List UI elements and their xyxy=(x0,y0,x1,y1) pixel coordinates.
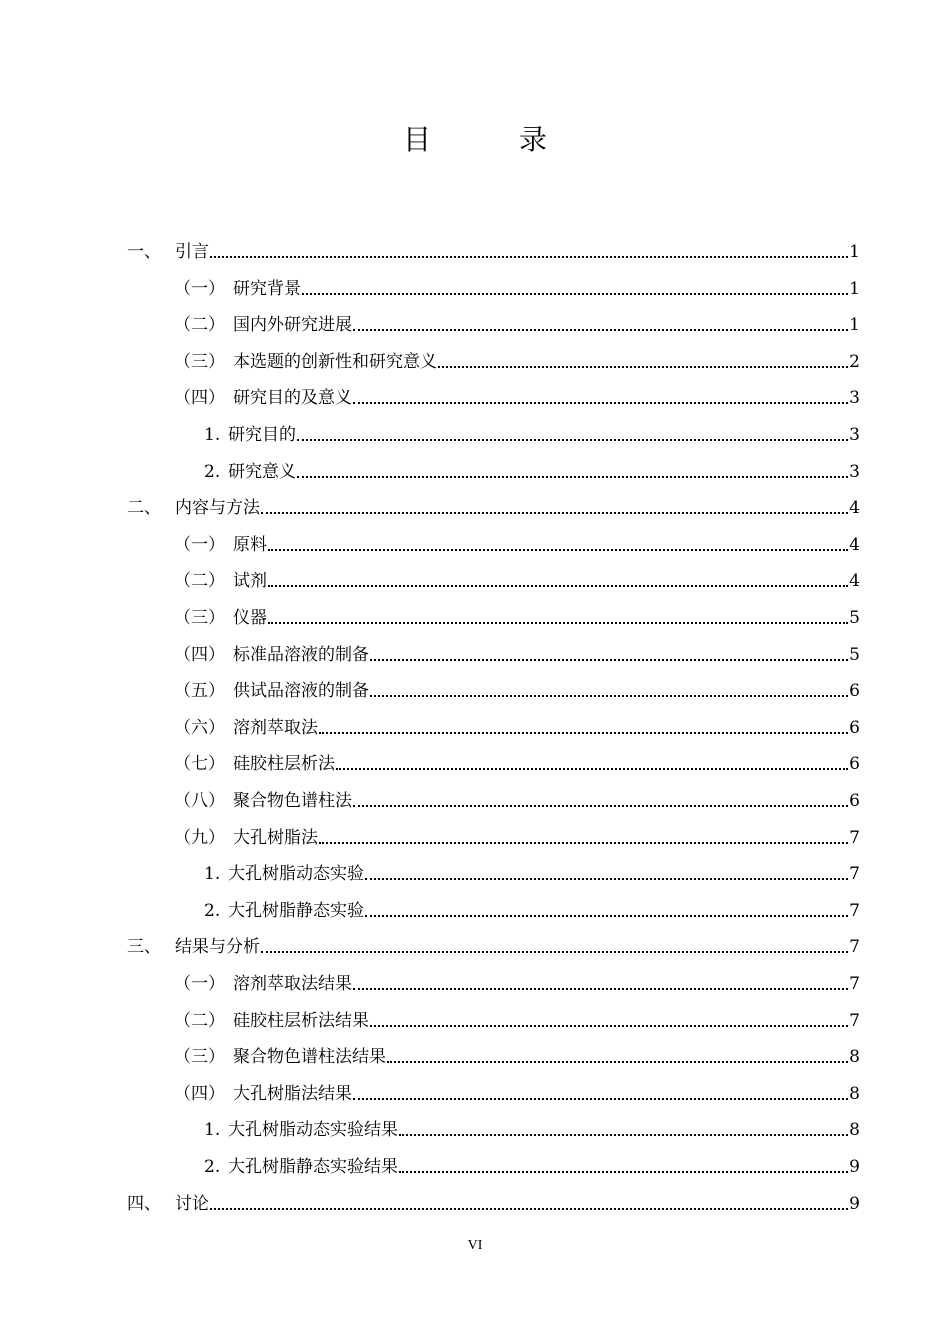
toc-entry-page: 4 xyxy=(849,534,860,555)
toc-entry-number: （三） xyxy=(174,1047,225,1068)
dot-leader xyxy=(370,659,848,661)
toc-entry-page: 3 xyxy=(849,425,860,445)
toc-entry[interactable] xyxy=(0,1080,950,1104)
page-footer-number: VI xyxy=(467,1238,483,1253)
dot-leader xyxy=(353,805,848,807)
toc-entry-number: 1. xyxy=(204,425,221,445)
toc-entry-page: 6 xyxy=(849,717,860,738)
toc-entry[interactable] xyxy=(0,1153,950,1177)
toc-entry-page: 3 xyxy=(849,461,860,482)
toc-entry[interactable] xyxy=(0,421,950,445)
toc-entry-number: 三、 xyxy=(127,937,161,958)
toc-entry-number: （四） xyxy=(174,388,225,409)
toc-entry-number: （三） xyxy=(174,608,225,628)
toc-entry-page: 1 xyxy=(849,242,860,262)
toc-entry-page: 7 xyxy=(849,827,860,848)
toc-entry-page: 9 xyxy=(849,1193,860,1214)
toc-entry[interactable] xyxy=(0,1116,950,1140)
toc-entry[interactable] xyxy=(0,933,950,957)
toc-entry-number: （二） xyxy=(174,1010,225,1031)
toc-entry-label: 聚合物色谱柱法结果 xyxy=(233,1047,386,1068)
dot-leader xyxy=(319,732,848,734)
toc-entry-label: 本选题的创新性和研究意义 xyxy=(233,351,437,372)
toc-entry-label: 大孔树脂法结果 xyxy=(233,1083,352,1104)
toc-entry-label: 供试品溶液的制备 xyxy=(233,681,369,702)
toc-entry-page: 7 xyxy=(849,974,860,994)
dot-leader xyxy=(336,768,848,770)
toc-entry[interactable] xyxy=(0,1190,950,1214)
toc-entry-number: （四） xyxy=(174,1083,225,1104)
toc-entry[interactable] xyxy=(0,494,950,518)
toc-entry-label: 内容与方法 xyxy=(175,498,260,519)
dot-leader xyxy=(302,293,848,295)
dot-leader xyxy=(365,915,848,917)
toc-entry-label: 溶剂萃取法 xyxy=(233,717,318,738)
toc-entry-label: 大孔树脂动态实验 xyxy=(228,864,364,885)
toc-entry-label: 研究目的 xyxy=(228,425,296,445)
dot-leader xyxy=(268,549,848,551)
dot-leader xyxy=(353,329,848,331)
dot-leader xyxy=(319,842,848,844)
toc-entry-page: 5 xyxy=(849,644,860,665)
toc-entry-number: （一） xyxy=(174,278,225,299)
toc-entry[interactable] xyxy=(0,384,950,408)
toc-entry-page: 1 xyxy=(849,315,860,336)
toc-entry-page: 4 xyxy=(849,498,860,519)
toc-entry-page: 4 xyxy=(849,571,860,592)
dot-leader xyxy=(210,1208,848,1210)
toc-entry-number: 2. xyxy=(204,900,221,921)
dot-leader xyxy=(387,1061,848,1063)
dot-leader xyxy=(297,439,848,441)
toc-entry-label: 国内外研究进展 xyxy=(233,315,352,336)
toc-entry-number: （五） xyxy=(174,681,225,702)
toc-entry[interactable] xyxy=(0,1007,950,1031)
toc-entry[interactable] xyxy=(0,604,950,628)
toc-entry-page: 7 xyxy=(849,1010,860,1031)
dot-leader xyxy=(353,988,848,990)
page-title: 目 录 xyxy=(402,123,577,156)
toc-entry[interactable] xyxy=(0,238,950,262)
toc-entry-label: 大孔树脂法 xyxy=(233,827,318,848)
toc-entry-number: （一） xyxy=(174,974,225,994)
toc-entry-number: （一） xyxy=(174,534,225,555)
toc-entry-number: 2. xyxy=(204,1157,221,1177)
toc-entry-page: 6 xyxy=(849,791,860,811)
toc-entry-page: 8 xyxy=(849,1047,860,1068)
toc-entry-label: 原料 xyxy=(233,534,267,555)
toc-entry-number: （二） xyxy=(174,315,225,336)
toc-entry-number: 四、 xyxy=(127,1193,161,1214)
toc-entry[interactable] xyxy=(0,348,950,372)
toc-entry[interactable] xyxy=(0,787,950,811)
dot-leader xyxy=(353,402,848,404)
toc-entry-page: 6 xyxy=(849,681,860,702)
dot-leader xyxy=(261,951,848,953)
toc-entry-label: 硅胶柱层析法结果 xyxy=(233,1010,369,1031)
toc-entry-label: 引言 xyxy=(175,242,209,262)
toc-entry-number: （三） xyxy=(174,351,225,372)
toc-entry-label: 讨论 xyxy=(175,1193,209,1214)
toc-entry[interactable] xyxy=(0,750,950,774)
toc-entry-label: 大孔树脂静态实验 xyxy=(228,900,364,921)
dot-leader xyxy=(399,1171,848,1173)
toc-entry-number: （九） xyxy=(174,827,225,848)
toc-entry-page: 7 xyxy=(849,900,860,921)
dot-leader xyxy=(438,366,848,368)
toc-entry-number: 1. xyxy=(204,1120,221,1141)
toc-entry-page: 6 xyxy=(849,754,860,775)
toc-entry-label: 大孔树脂静态实验结果 xyxy=(228,1157,398,1177)
toc-entry-page: 7 xyxy=(849,864,860,885)
toc-entry[interactable] xyxy=(0,567,950,591)
dot-leader xyxy=(261,512,848,514)
toc-entry-label: 标准品溶液的制备 xyxy=(233,644,369,665)
toc-entry[interactable] xyxy=(0,714,950,738)
toc-entry-label: 研究背景 xyxy=(233,278,301,299)
toc-entry-number: （四） xyxy=(174,644,225,665)
toc-entry-page: 3 xyxy=(849,388,860,409)
toc-entry-number: （二） xyxy=(174,571,225,592)
toc-entry-number: 2. xyxy=(204,461,221,482)
dot-leader xyxy=(365,878,848,880)
dot-leader xyxy=(297,476,848,478)
toc-entry[interactable] xyxy=(0,458,950,482)
toc-entry[interactable] xyxy=(0,897,950,921)
toc-entry-label: 溶剂萃取法结果 xyxy=(233,974,352,994)
toc-entry-label: 硅胶柱层析法 xyxy=(233,754,335,775)
toc-entry-label: 结果与分析 xyxy=(175,937,260,958)
dot-leader xyxy=(370,695,848,697)
toc-entry-number: 1. xyxy=(204,864,221,885)
toc-entry[interactable] xyxy=(0,824,950,848)
toc-entry-number: （八） xyxy=(174,791,225,811)
toc-entry-label: 研究目的及意义 xyxy=(233,388,352,409)
toc-entry-page: 2 xyxy=(849,351,860,372)
toc-entry-page: 1 xyxy=(849,278,860,299)
toc-entry-number: （六） xyxy=(174,717,225,738)
toc-entry-label: 大孔树脂动态实验结果 xyxy=(228,1120,398,1141)
toc-entry-page: 8 xyxy=(849,1120,860,1141)
toc-entry[interactable] xyxy=(0,275,950,299)
dot-leader xyxy=(399,1134,848,1136)
dot-leader xyxy=(210,256,848,258)
toc-entry[interactable] xyxy=(0,677,950,701)
toc-entry-page: 5 xyxy=(849,608,860,628)
toc-entry-label: 仪器 xyxy=(233,608,267,628)
toc-entry[interactable] xyxy=(0,860,950,884)
toc-entry-label: 研究意义 xyxy=(228,461,296,482)
toc-entry[interactable] xyxy=(0,531,950,555)
toc-entry-page: 8 xyxy=(849,1083,860,1104)
toc-entry-label: 聚合物色谱柱法 xyxy=(233,791,352,811)
toc-entry-page: 7 xyxy=(849,937,860,958)
dot-leader xyxy=(268,622,848,624)
toc-entry-page: 9 xyxy=(849,1157,860,1177)
toc-entry-number: （七） xyxy=(174,754,225,775)
toc-entry[interactable] xyxy=(0,311,950,335)
toc-entry-label: 试剂 xyxy=(233,571,267,592)
dot-leader xyxy=(353,1098,848,1100)
toc-entry[interactable] xyxy=(0,970,950,994)
toc-entry-number: 一、 xyxy=(127,242,161,262)
dot-leader xyxy=(268,585,848,587)
toc-entry[interactable] xyxy=(0,641,950,665)
toc-entry[interactable] xyxy=(0,1043,950,1067)
dot-leader xyxy=(370,1025,848,1027)
toc-entry-number: 二、 xyxy=(127,498,161,519)
